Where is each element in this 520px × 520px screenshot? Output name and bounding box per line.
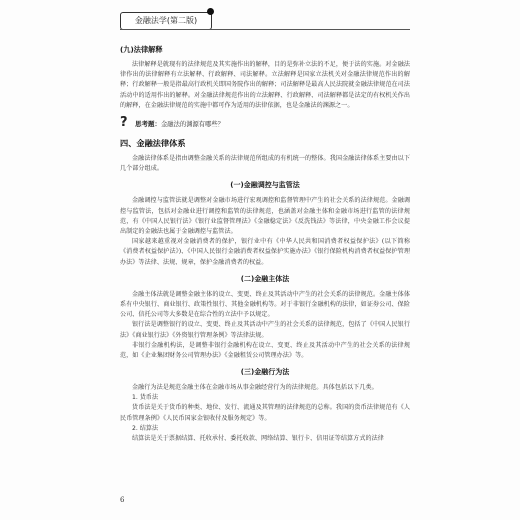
think-question-block — [120, 116, 410, 130]
subsection-1-paragraph: 国家越来越重视对金融消费者的保护，银行业中有《中华人民共和国消费者权益保护法》(以下简称《消费者权益保护法》)、《中国人民银行金融消费者权益保护实施办法》《银行保险机构消费者权益保护管理办法》等法律、法规、规章，保护金融消费者的权益。 — [120, 238, 410, 266]
subsection-2-paragraph: 非银行金融机构法，是调整非银行金融机构在设立、变更、终止及其活动中产生的社会关系的法律规范，如《企业集团财务公司管理办法》《金融租赁公司管理办法》等。 — [120, 341, 410, 360]
question-mark-icon: ? — [120, 115, 128, 131]
page-number: 6 — [120, 496, 125, 504]
section-9-paragraph: 法律解释是就现有的法律规范及其实施作出的解释，目的是弥补立法的不足，便于法的实施。对金融法律作出的法律解释有立法解释、行政解释、司法解释。立法解释是国家立法机关对金融法律规范作出的解释；行政解释一般是指最高行政机关即国务院作出的解释；司法解释是最高人民法院就金融法律规范在司法活动中的适用作出的解释。对金融法律规范作出的立法解释、行政解释、司法解释都是法定的有权机关作出的解释，在金融法律规范的实施中都可作为适用的法律依据，也是金融法的渊源之一。 — [120, 61, 410, 109]
header-rule — [120, 29, 410, 30]
section-9-title: (九)法律解释 — [120, 45, 163, 54]
section-4-intro: 金融法律体系是指由调整金融关系的法律规范所组成的有机统一的整体。我国金融法律体系主要由以下几个部分组成。 — [120, 155, 410, 173]
section-4-title: 四、金融法律体系 — [120, 138, 186, 149]
subsection-1-paragraph: 金融调控与监管法就是调整对金融市场进行宏观调控和监督管理中产生的社会关系的法律规范。金融调控与监管法，包括对金融业进行调控和监管的法律规范，也涵盖对金融主体和金融市场进行监管的法律规范，有《中国人民银行法》《银行业监督管理法》《金融稳定法》《反洗钱法》等法律，中央金融工作会议提出制定的金融法也属于金融调控与监管法。 — [120, 197, 410, 236]
header-dot-decoration — [207, 8, 214, 15]
subsection-2-paragraph: 银行法是调整银行的设立、变更、终止及其活动中产生的社会关系的法律规范，包括了《中国人民银行法》《商业银行法》《外资银行管理条例》等法律法规。 — [120, 321, 410, 339]
page-body — [120, 44, 410, 444]
item-text-currency-law: 货币法是关于货币的种类、地位、发行、流通及其管理的法律规范的总称。我国的货币法律规范有《人民币管理条例》《人民币国家金银收付及服务规定》等。 — [120, 404, 410, 422]
subsection-2-paragraph: 金融主体法就是调整金融主体的设立、变更、终止及其活动中产生的社会关系的法律规范。金融主体体系有中央银行、商业银行、政策性银行、其他金融机构等。对于非银行金融机构的法律，如证券公司、保险公司、信托公司等大多数是在综合性的立法中予以规定。 — [120, 290, 410, 319]
running-header-title: 金融法学(第二版) — [120, 12, 212, 30]
item-label-currency-law: 1. 货币法 — [132, 394, 159, 402]
item-text-settlement-law: 结算法是关于票据结算、托收承付、委托收款、网络结算、银行卡、信用证等结算方式的法律 — [132, 434, 384, 442]
item-label-settlement-law: 2. 结算法 — [132, 424, 159, 432]
subsection-3-title: (三)金融行为法 — [240, 368, 290, 377]
think-label: 思考题： — [135, 119, 161, 128]
subsection-3-paragraph: 金融行为法是规范金融主体在金融市场从事金融经营行为的法律规范。具体包括以下几类。 — [132, 384, 378, 392]
subsection-1-title: (一)金融调控与监管法 — [230, 181, 300, 190]
think-question: 金融法的渊源有哪些？ — [161, 120, 224, 128]
subsection-2-title: (二)金融主体法 — [240, 274, 290, 283]
